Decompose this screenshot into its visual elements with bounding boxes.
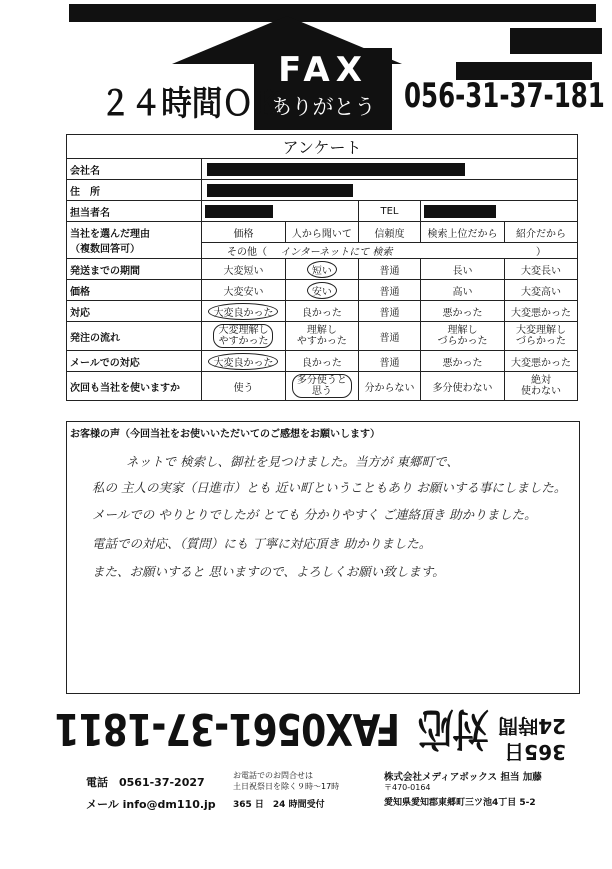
option-cell: 普通 bbox=[358, 322, 420, 351]
company-label: 会社名 bbox=[67, 159, 202, 180]
footer-company: 株式会社メディアボックス 担当 加藤 bbox=[384, 772, 542, 783]
person-field bbox=[202, 201, 359, 222]
option-cell: 理解し やすかった bbox=[285, 322, 358, 351]
option-cell: 普通 bbox=[358, 301, 420, 322]
customer-voice-heading: お客様の声（今回当社をお使いいただいてのご感想をお願いします） bbox=[70, 429, 380, 440]
option-cell: 長い bbox=[421, 259, 505, 280]
reason-option: 検索上位だから bbox=[421, 222, 505, 243]
fax-label: FAX bbox=[278, 50, 368, 90]
row-label: メールでの対応 bbox=[67, 351, 202, 372]
row-label: 価格 bbox=[67, 280, 202, 301]
option-cell: 大変高い bbox=[504, 280, 577, 301]
reason-other: その他（ インターネットにて 検索 ） bbox=[202, 243, 578, 259]
reason-option: 信頼度 bbox=[358, 222, 420, 243]
option-cell: 大変短い bbox=[202, 259, 286, 280]
option-cell: 悪かった bbox=[421, 301, 505, 322]
option-cell: 多分使わない bbox=[421, 372, 505, 401]
footer-phone-note: お電話でのお問合せは 土日祝祭日を除く９時～17時 bbox=[233, 771, 340, 791]
thanks-label: ありがとう bbox=[270, 95, 376, 119]
banner-taio: 対応 bbox=[418, 703, 490, 754]
address-label: 住 所 bbox=[67, 180, 202, 201]
footer-fax-note: 365 日 24 時間受付 bbox=[233, 800, 325, 810]
open-24h-label: ２４時間ＯＫ bbox=[100, 84, 284, 124]
option-cell: 大変長い bbox=[504, 259, 577, 280]
option-cell-circled: 短い bbox=[285, 259, 358, 280]
option-cell: 普通 bbox=[358, 280, 420, 301]
option-cell-circled: 大変良かった bbox=[202, 301, 286, 322]
option-cell: 使う bbox=[202, 372, 286, 401]
reason-option: 人から聞いて bbox=[285, 222, 358, 243]
banner-number: FAX0561-37-1811 bbox=[55, 703, 400, 754]
footer-phone: 電話 0561-37-2027 bbox=[86, 776, 205, 789]
table-row bbox=[67, 280, 578, 301]
option-cell: 理解し づらかった bbox=[421, 322, 505, 351]
tel-field bbox=[421, 201, 578, 222]
tel-label: TEL bbox=[358, 201, 420, 222]
table-row bbox=[67, 259, 578, 280]
option-cell: 分からない bbox=[358, 372, 420, 401]
banner-hours: 365日 24時間 bbox=[498, 714, 566, 764]
row-label: 対応 bbox=[67, 301, 202, 322]
footer-postal: 〒470-0164 bbox=[384, 783, 431, 792]
upside-down-banner bbox=[55, 703, 572, 765]
reason-label: 当社を選んだ理由 （複数回答可） bbox=[67, 222, 202, 259]
table-row bbox=[67, 301, 578, 322]
handwritten-line: 電話での対応、（質問）にも 丁寧に対応頂き 助かりました。 bbox=[92, 536, 432, 551]
option-cell: 悪かった bbox=[421, 351, 505, 372]
fax-number: 056-31-37-181 bbox=[404, 76, 605, 116]
option-cell: 高い bbox=[421, 280, 505, 301]
option-cell: 大変理解し づらかった bbox=[504, 322, 577, 351]
option-cell: 普通 bbox=[358, 259, 420, 280]
company-field bbox=[202, 159, 578, 180]
option-cell: 普通 bbox=[358, 351, 420, 372]
survey-title: アンケート bbox=[67, 135, 578, 159]
reason-other-value: インターネットにて 検索 bbox=[280, 247, 393, 258]
reason-option: 紹介だから bbox=[504, 222, 577, 243]
option-cell: 大変悪かった bbox=[504, 301, 577, 322]
footer-address: 愛知県愛知郡東郷町三ツ池4丁目 5-2 bbox=[384, 798, 536, 808]
corner-redaction bbox=[510, 28, 602, 54]
option-cell-circled: 大変理解し やすかった bbox=[202, 322, 286, 351]
handwritten-line: メールでの やりとりでしたが とても 分かりやすく ご連絡頂き 助かりました。 bbox=[92, 507, 537, 522]
option-cell: 大変悪かった bbox=[504, 351, 577, 372]
option-cell-circled: 多分使うと 思う bbox=[285, 372, 358, 401]
option-cell: 大変安い bbox=[202, 280, 286, 301]
option-cell: 良かった bbox=[285, 301, 358, 322]
table-row bbox=[67, 372, 578, 401]
row-label: 発注の流れ bbox=[67, 322, 202, 351]
row-label: 次回も当社を使いますか bbox=[67, 372, 202, 401]
table-row bbox=[67, 351, 578, 372]
option-cell: 絶対 使わない bbox=[504, 372, 577, 401]
reason-option: 価格 bbox=[202, 222, 286, 243]
person-label: 担当者名 bbox=[67, 201, 202, 222]
handwritten-line: ネットで 検索し、御社を見つけました。当方が 東郷町で、 bbox=[126, 454, 459, 469]
address-field bbox=[202, 180, 578, 201]
table-row bbox=[67, 322, 578, 351]
option-cell: 良かった bbox=[285, 351, 358, 372]
option-cell-circled: 大変良かった bbox=[202, 351, 286, 372]
handwritten-line: また、お願いすると 思いますので、よろしくお願い致します。 bbox=[92, 564, 445, 579]
row-label: 発送までの期間 bbox=[67, 259, 202, 280]
survey-table bbox=[66, 134, 578, 401]
option-cell-circled: 安い bbox=[285, 280, 358, 301]
footer-mail: メール info@dm110.jp bbox=[86, 798, 216, 811]
handwritten-line: 私の 主人の実家（日進市）とも 近い町ということもあり お願いする事にしました。 bbox=[92, 480, 567, 495]
